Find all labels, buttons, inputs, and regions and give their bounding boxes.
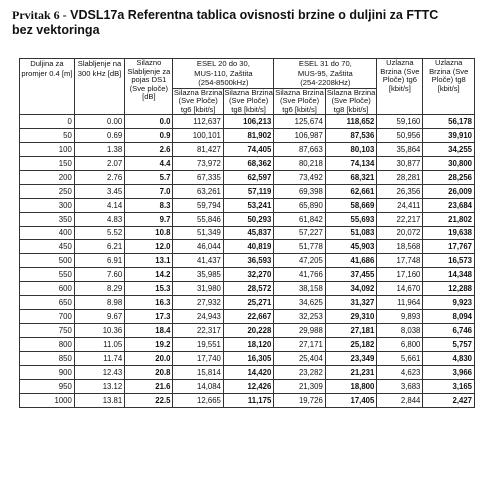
table-cell: 73,972	[173, 156, 223, 170]
table-cell: 8.29	[74, 282, 124, 296]
table-cell: 11.74	[74, 351, 124, 365]
table-cell: 17,767	[423, 240, 475, 254]
table-cell: 31,327	[325, 296, 377, 310]
table-row	[20, 184, 475, 198]
table-row	[20, 393, 475, 407]
table-cell: 7.0	[125, 184, 173, 198]
table-cell: 8.98	[74, 296, 124, 310]
table-cell: 15,814	[173, 365, 223, 379]
table-cell: 81,902	[223, 128, 273, 142]
table-cell: 5.7	[125, 170, 173, 184]
table-cell: 0	[20, 115, 75, 129]
table-cell: 28,256	[423, 170, 475, 184]
table-cell: 20.0	[125, 351, 173, 365]
table-cell: 62,597	[223, 170, 273, 184]
table-cell: 19,638	[423, 226, 475, 240]
table-cell: 34,625	[274, 296, 326, 310]
table-cell: 22.5	[125, 393, 173, 407]
table-cell: 27,932	[173, 296, 223, 310]
table-cell: 29,988	[274, 324, 326, 338]
table-cell: 28,572	[223, 282, 273, 296]
table-body	[20, 115, 475, 408]
table-cell: 68,321	[325, 170, 377, 184]
table-cell: 4,623	[377, 365, 423, 379]
table-cell: 10.8	[125, 226, 173, 240]
table-cell: 34,092	[325, 282, 377, 296]
table-cell: 41,766	[274, 268, 326, 282]
table-cell: 14,348	[423, 268, 475, 282]
table-cell: 750	[20, 324, 75, 338]
table-row	[20, 351, 475, 365]
table-cell: 8,094	[423, 310, 475, 324]
table-cell: 106,213	[223, 115, 273, 129]
table-cell: 51,083	[325, 226, 377, 240]
table-cell: 2,844	[377, 393, 423, 407]
table-cell: 125,674	[274, 115, 326, 129]
table-cell: 61,842	[274, 212, 326, 226]
table-cell: 31,980	[173, 282, 223, 296]
group1-line-1: ESEL 20 do 30,	[196, 59, 250, 68]
table-cell: 100	[20, 142, 75, 156]
table-cell: 18,568	[377, 240, 423, 254]
table-cell: 2,427	[423, 393, 475, 407]
table-cell: 17,748	[377, 254, 423, 268]
table-cell: 6.21	[74, 240, 124, 254]
table-cell: 21.6	[125, 379, 173, 393]
table-cell: 250	[20, 184, 75, 198]
table-cell: 58,669	[325, 198, 377, 212]
table-cell: 12,426	[223, 379, 273, 393]
table-cell: 18,120	[223, 338, 273, 352]
header-attenuation-300khz: Slabljenje na 300 kHz [dB]	[74, 59, 124, 115]
subheader-g1-tg8: Silazna Brzina (Sve Ploče) tg8 [kbit/s]	[224, 87, 273, 114]
table-cell: 600	[20, 282, 75, 296]
table-cell: 69,398	[274, 184, 326, 198]
header-upload-tg8: Uzlazna Brzina (Sve Ploče) tg8 [kbit/s]	[423, 59, 475, 115]
table-cell: 67,335	[173, 170, 223, 184]
table-row	[20, 324, 475, 338]
table-cell: 106,987	[274, 128, 326, 142]
table-cell: 150	[20, 156, 75, 170]
table-cell: 53,241	[223, 198, 273, 212]
table-cell: 17,160	[377, 268, 423, 282]
table-cell: 4,830	[423, 351, 475, 365]
table-cell: 17,740	[173, 351, 223, 365]
table-row	[20, 170, 475, 184]
table-row	[20, 128, 475, 142]
table-cell: 13.12	[74, 379, 124, 393]
subheader-g2-tg6: Silazna Brzina (Sve Ploče) tg6 [kbit/s]	[275, 87, 324, 114]
table-cell: 25,182	[325, 338, 377, 352]
header-upload-tg6: Uzlazna Brzina (Sve Ploče) tg6 [kbit/s]	[377, 59, 423, 115]
table-cell: 13.1	[125, 254, 173, 268]
table-cell: 20.8	[125, 365, 173, 379]
table-cell: 25,404	[274, 351, 326, 365]
table-cell: 12.43	[74, 365, 124, 379]
table-cell: 32,270	[223, 268, 273, 282]
table-cell: 27,171	[274, 338, 326, 352]
table-cell: 3,966	[423, 365, 475, 379]
table-cell: 2.76	[74, 170, 124, 184]
table-cell: 45,903	[325, 240, 377, 254]
table-cell: 3,683	[377, 379, 423, 393]
table-cell: 57,227	[274, 226, 326, 240]
table-cell: 45,837	[223, 226, 273, 240]
table-cell: 23,684	[423, 198, 475, 212]
table-cell: 900	[20, 365, 75, 379]
table-cell: 50,956	[377, 128, 423, 142]
table-cell: 5,757	[423, 338, 475, 352]
table-cell: 14,420	[223, 365, 273, 379]
group2-line-2: MUS-95, Zaštita	[297, 68, 353, 78]
table-cell: 30,800	[423, 156, 475, 170]
table-cell: 8.3	[125, 198, 173, 212]
table-cell: 5,661	[377, 351, 423, 365]
table-cell: 11.05	[74, 338, 124, 352]
table-cell: 19.2	[125, 338, 173, 352]
header-group-esel-31-70	[274, 59, 377, 89]
table-cell: 100,101	[173, 128, 223, 142]
table-cell: 50,293	[223, 212, 273, 226]
table-cell: 28,281	[377, 170, 423, 184]
group1-line-3: (254-8500kHz)	[198, 78, 249, 87]
table-cell: 200	[20, 170, 75, 184]
table-cell: 2.6	[125, 142, 173, 156]
table-cell: 16,305	[223, 351, 273, 365]
table-cell: 400	[20, 226, 75, 240]
table-cell: 112,637	[173, 115, 223, 129]
table-cell: 29,310	[325, 310, 377, 324]
table-row	[20, 365, 475, 379]
table-cell: 950	[20, 379, 75, 393]
table-cell: 118,652	[325, 115, 377, 129]
table-row	[20, 226, 475, 240]
table-cell: 80,103	[325, 142, 377, 156]
table-cell: 59,160	[377, 115, 423, 129]
title-line-2: bez vektoringa	[12, 23, 100, 37]
table-cell: 6,800	[377, 338, 423, 352]
table-cell: 87,536	[325, 128, 377, 142]
table-cell: 23,349	[325, 351, 377, 365]
table-cell: 1.38	[74, 142, 124, 156]
table-cell: 9,893	[377, 310, 423, 324]
table-cell: 46,044	[173, 240, 223, 254]
table-cell: 24,943	[173, 310, 223, 324]
table-cell: 47,205	[274, 254, 326, 268]
table-cell: 30,877	[377, 156, 423, 170]
table-row	[20, 240, 475, 254]
table-cell: 16.3	[125, 296, 173, 310]
table-cell: 14,084	[173, 379, 223, 393]
table-row	[20, 296, 475, 310]
table-cell: 68,362	[223, 156, 273, 170]
speed-table	[19, 58, 475, 408]
table-cell: 55,846	[173, 212, 223, 226]
table-cell: 300	[20, 198, 75, 212]
table-cell: 7.60	[74, 268, 124, 282]
table-cell: 35,985	[173, 268, 223, 282]
table-cell: 34,255	[423, 142, 475, 156]
table-cell: 20,072	[377, 226, 423, 240]
table-cell: 55,693	[325, 212, 377, 226]
table-cell: 27,181	[325, 324, 377, 338]
table-cell: 14.2	[125, 268, 173, 282]
table-cell: 26,356	[377, 184, 423, 198]
table-cell: 22,667	[223, 310, 273, 324]
subheader-g2-tg8: Silazna Brzina (Sve Ploče) tg8 [kbit/s]	[326, 87, 376, 114]
table-cell: 56,178	[423, 115, 475, 129]
table-cell: 17,405	[325, 393, 377, 407]
table-cell: 14,670	[377, 282, 423, 296]
table-cell: 12,665	[173, 393, 223, 407]
table-cell: 63,261	[173, 184, 223, 198]
table-cell: 57,119	[223, 184, 273, 198]
header-ds1-attenuation: Silazno Slabljenje za pojas DS1 (Sve ploče) [dB]	[125, 59, 173, 115]
table-cell: 6.91	[74, 254, 124, 268]
table-cell: 21,309	[274, 379, 326, 393]
table-cell: 80,218	[274, 156, 326, 170]
table-cell: 51,778	[274, 240, 326, 254]
group2-line-3: (254-2208kHz)	[300, 78, 351, 87]
table-cell: 81,427	[173, 142, 223, 156]
table-cell: 23,282	[274, 365, 326, 379]
table-cell: 3,165	[423, 379, 475, 393]
table-cell: 17.3	[125, 310, 173, 324]
table-cell: 11,964	[377, 296, 423, 310]
table-cell: 13.81	[74, 393, 124, 407]
table-cell: 32,253	[274, 310, 326, 324]
table-cell: 0.00	[74, 115, 124, 129]
table-row	[20, 310, 475, 324]
table-cell: 650	[20, 296, 75, 310]
table-cell: 87,663	[274, 142, 326, 156]
table-cell: 0.0	[125, 115, 173, 129]
table-cell: 350	[20, 212, 75, 226]
table-row	[20, 379, 475, 393]
table-cell: 20,228	[223, 324, 273, 338]
header-length: Duljina za promjer 0.4 [m]	[20, 59, 75, 115]
header-group-esel-20-30	[173, 59, 274, 89]
table-cell: 19,726	[274, 393, 326, 407]
table-cell: 11,175	[223, 393, 273, 407]
table-cell: 21,231	[325, 365, 377, 379]
table-cell: 16,573	[423, 254, 475, 268]
table-cell: 62,661	[325, 184, 377, 198]
table-cell: 18.4	[125, 324, 173, 338]
table-cell: 65,890	[274, 198, 326, 212]
table-cell: 51,349	[173, 226, 223, 240]
subheader-g1-tg6: Silazna Brzina (Sve Ploče) tg6 [kbit/s]	[173, 87, 223, 114]
table-cell: 15.3	[125, 282, 173, 296]
table-cell: 59,794	[173, 198, 223, 212]
group1-line-2: MUS-110, Zaštita	[194, 68, 253, 78]
table-cell: 38,158	[274, 282, 326, 296]
table-row	[20, 254, 475, 268]
table-cell: 0.9	[125, 128, 173, 142]
table-cell: 41,686	[325, 254, 377, 268]
table-cell: 25,271	[223, 296, 273, 310]
table-cell: 37,455	[325, 268, 377, 282]
table-row	[20, 142, 475, 156]
table-row	[20, 282, 475, 296]
table-cell: 1000	[20, 393, 75, 407]
table-row	[20, 156, 475, 170]
page-title	[12, 8, 482, 38]
table-cell: 700	[20, 310, 75, 324]
table-cell: 850	[20, 351, 75, 365]
table-cell: 4.83	[74, 212, 124, 226]
group2-line-1: ESEL 31 do 70,	[298, 59, 352, 68]
table-cell: 19,551	[173, 338, 223, 352]
table-cell: 9.7	[125, 212, 173, 226]
table-cell: 40,819	[223, 240, 273, 254]
title-prefix: Prvitak 6 -	[12, 8, 67, 22]
table-cell: 6,746	[423, 324, 475, 338]
table-cell: 8,038	[377, 324, 423, 338]
table-cell: 12.0	[125, 240, 173, 254]
table-cell: 3.45	[74, 184, 124, 198]
table-cell: 0.69	[74, 128, 124, 142]
table-row	[20, 268, 475, 282]
table-cell: 9,923	[423, 296, 475, 310]
table-cell: 18,800	[325, 379, 377, 393]
table-cell: 550	[20, 268, 75, 282]
table-row	[20, 212, 475, 226]
table-cell: 2.07	[74, 156, 124, 170]
table-cell: 10.36	[74, 324, 124, 338]
table-cell: 500	[20, 254, 75, 268]
table-cell: 26,009	[423, 184, 475, 198]
table-cell: 73,492	[274, 170, 326, 184]
table-cell: 39,910	[423, 128, 475, 142]
table-cell: 450	[20, 240, 75, 254]
table-cell: 21,802	[423, 212, 475, 226]
table-cell: 36,593	[223, 254, 273, 268]
table-cell: 800	[20, 338, 75, 352]
table-cell: 22,317	[173, 324, 223, 338]
table-cell: 50	[20, 128, 75, 142]
table-cell: 22,217	[377, 212, 423, 226]
table-cell: 5.52	[74, 226, 124, 240]
table-row	[20, 115, 475, 129]
table-cell: 9.67	[74, 310, 124, 324]
table-row	[20, 338, 475, 352]
title-line-1: VDSL17a Referentna tablica ovisnosti brzine o duljini za FTTC	[70, 8, 439, 22]
table-cell: 74,405	[223, 142, 273, 156]
table-cell: 4.4	[125, 156, 173, 170]
table-cell: 12,288	[423, 282, 475, 296]
table-cell: 4.14	[74, 198, 124, 212]
table-row	[20, 198, 475, 212]
table-cell: 35,864	[377, 142, 423, 156]
table-cell: 74,134	[325, 156, 377, 170]
table-cell: 41,437	[173, 254, 223, 268]
table-cell: 24,411	[377, 198, 423, 212]
